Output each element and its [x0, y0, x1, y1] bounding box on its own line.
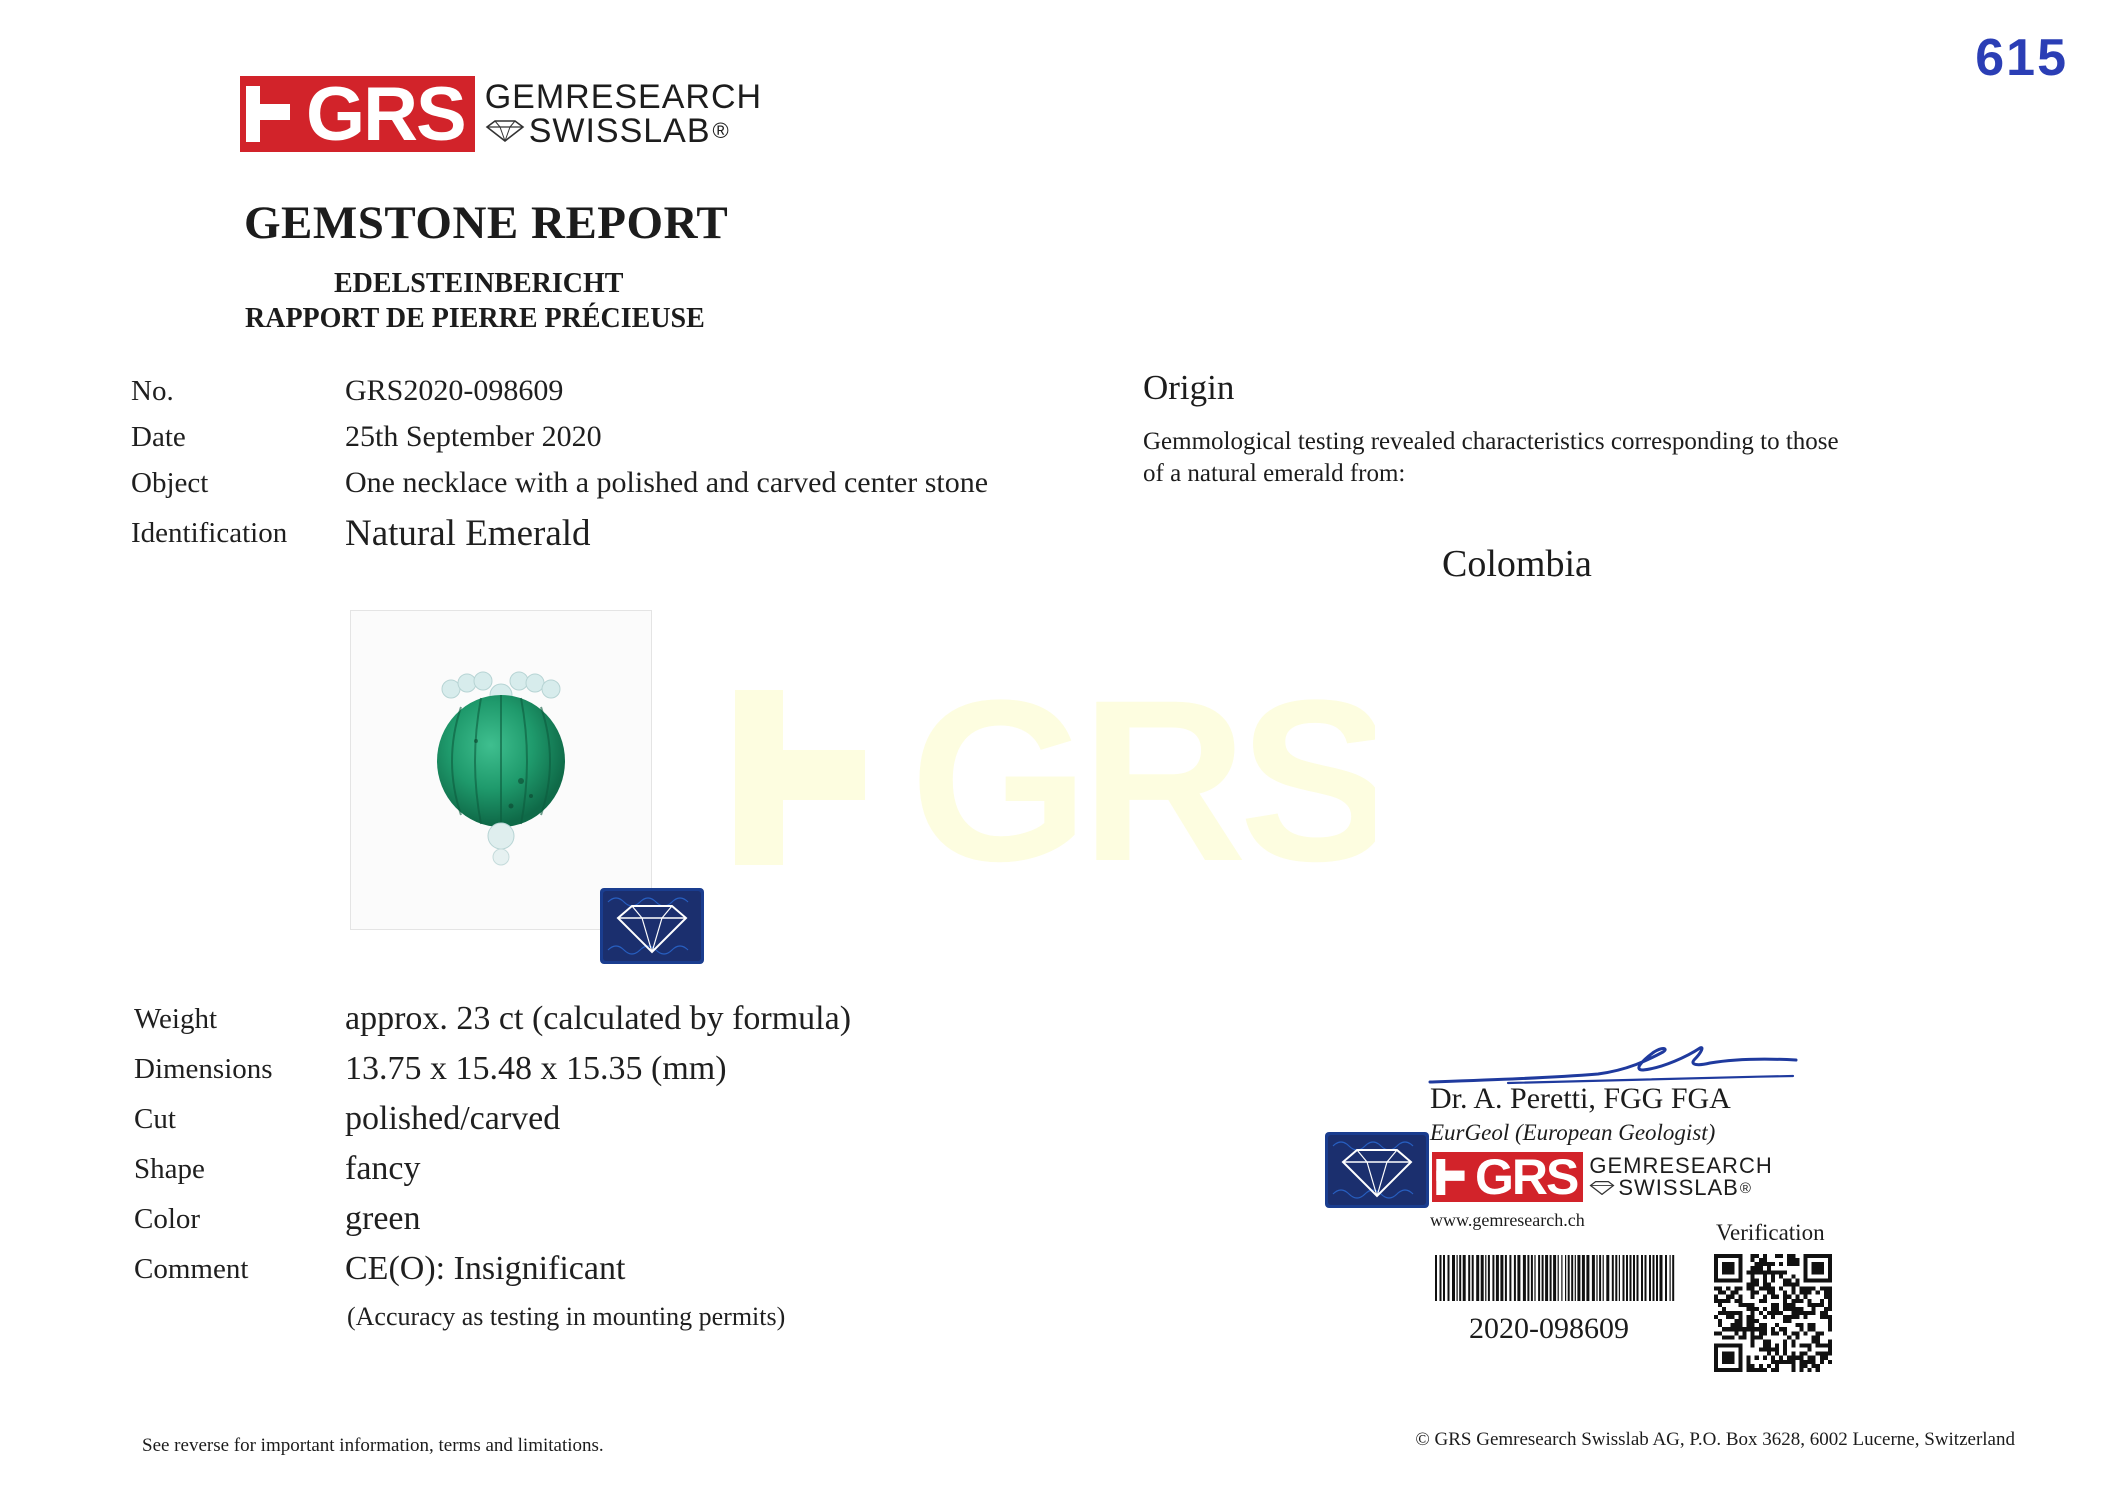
origin-value: Colombia [1442, 543, 1592, 585]
field-value-object: One necklace with a polished and carved center stone [345, 466, 989, 499]
grs-logo-badge [240, 71, 475, 157]
origin-heading: Origin [1143, 368, 1235, 407]
comment-note: (Accuracy as testing in mounting permits) [347, 1302, 786, 1331]
swiss-cross-icon [1436, 1159, 1470, 1195]
grs-logo [240, 71, 763, 157]
field-value-shape: fancy [345, 1150, 421, 1187]
field-label-identification: Identification [131, 517, 288, 549]
diamond-icon [1589, 1181, 1615, 1195]
field-value-date: 25th September 2020 [345, 420, 602, 453]
grs-logo-small-text: GRS [1475, 1149, 1578, 1205]
report-subtitle-german: EDELSTEINBERICHT [334, 268, 624, 299]
field-label-cut: Cut [134, 1103, 176, 1135]
verification-label: Verification [1716, 1220, 1825, 1245]
field-value-number: GRS2020-098609 [345, 374, 564, 407]
field-label-shape: Shape [134, 1153, 205, 1185]
page-number: 615 [1975, 29, 2068, 87]
field-label-dimensions: Dimensions [134, 1053, 273, 1085]
field-value-color: green [345, 1200, 421, 1237]
grs-logo-small-badge [1432, 1149, 1583, 1205]
grs-logo-text: GRS [306, 71, 465, 157]
field-value-dimensions: 13.75 x 15.48 x 15.35 (mm) [345, 1050, 727, 1087]
field-value-identification: Natural Emerald [345, 513, 591, 554]
watermark-logo-icon [735, 650, 1375, 870]
logo-small-line-1: GEMRESEARCH [1589, 1153, 1773, 1178]
barcode-icon [1435, 1255, 1675, 1301]
barcode [1435, 1255, 1675, 1306]
diamond-icon [485, 120, 525, 142]
hologram-seal [600, 888, 704, 969]
field-value-weight: approx. 23 ct (calculated by formula) [345, 1000, 852, 1037]
signer-title: EurGeol (European Geologist) [1430, 1120, 1716, 1145]
field-label-number: No. [131, 375, 174, 407]
website-url: www.gemresearch.ch [1430, 1210, 1585, 1230]
footer-copyright: © GRS Gemresearch Swisslab AG, P.O. Box 3628, 6002 Lucerne, Switzerland [1415, 1429, 2015, 1450]
field-label-date: Date [131, 421, 186, 453]
signer-name: Dr. A. Peretti, FGG FGA [1430, 1082, 1731, 1115]
logo-small-line-2 [1589, 1177, 1772, 1199]
origin-description-line-1: Gemmological testing revealed characteristics corresponding to those [1143, 428, 1839, 455]
field-label-weight: Weight [134, 1003, 218, 1035]
field-label-object: Object [131, 467, 209, 499]
grs-logo-small [1432, 1149, 1773, 1205]
field-label-comment: Comment [134, 1253, 249, 1285]
logo-line-1: GEMRESEARCH [484, 78, 763, 116]
svg-text:GRS: GRS [910, 652, 1375, 870]
signature-icon [1428, 1030, 1798, 1090]
registered-mark: ® [712, 118, 730, 143]
hologram-seal-icon [1325, 1132, 1429, 1208]
grs-logo-wordmark [485, 80, 762, 148]
barcode-number: 2020-098609 [1469, 1312, 1629, 1345]
report-subtitle-french: RAPPORT DE PIERRE PRÉCIEUSE [245, 303, 705, 334]
emerald-bead-image [351, 611, 651, 929]
gemstone-photo [350, 610, 652, 930]
grs-watermark [735, 650, 1375, 875]
signature-hologram-seal [1325, 1132, 1429, 1213]
swiss-cross-icon [246, 86, 298, 142]
field-value-comment: CE(O): Insignificant [345, 1250, 626, 1287]
verification-qr-code[interactable] [1714, 1254, 1832, 1377]
field-label-color: Color [134, 1203, 201, 1235]
logo-line-2 [485, 114, 762, 148]
registered-mark-small: ® [1739, 1179, 1752, 1197]
grs-logo-small-wordmark [1589, 1155, 1772, 1199]
report-title: GEMSTONE REPORT [244, 197, 729, 249]
field-value-cut: polished/carved [345, 1100, 561, 1137]
origin-description-line-2: of a natural emerald from: [1143, 460, 1406, 487]
footer-terms-note: See reverse for important information, terms and limitations. [142, 1435, 604, 1456]
qr-code-icon[interactable] [1714, 1254, 1832, 1372]
hologram-seal-icon [600, 888, 704, 964]
logo-small-line-2-text: SWISSLAB [1618, 1175, 1739, 1200]
logo-line-2-text: SWISSLAB [528, 112, 711, 150]
